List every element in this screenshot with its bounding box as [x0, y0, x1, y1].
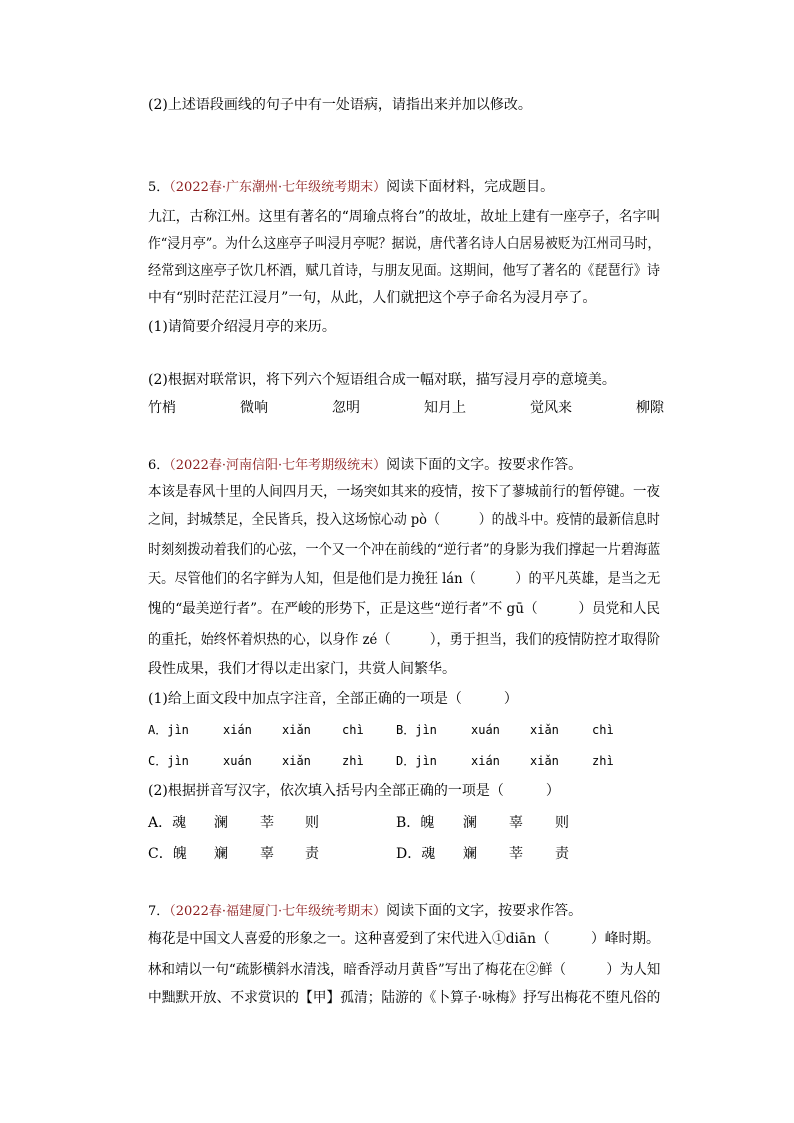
q6-passage-line: 本该是春风十里的人间四月天，一场突如其来的疫情，按下了蓼城前行的暂停键。一夜: [148, 484, 660, 500]
q6-heading: [148, 455, 582, 476]
q5-passage-line: 九江，古称江州。这里有著名的“周瑜点将台”的故址，故址上建有一座亭子，名字叫: [148, 209, 661, 225]
option-a-pinyin: xiǎn: [282, 723, 311, 737]
q5-passage-line: 经常到这座亭子饮几杯酒，赋几首诗，与朋友见面。这期间，他写了著名的《琵琶行》诗: [148, 263, 660, 279]
option-a-hanzi: 莘: [260, 815, 274, 831]
q6-source: （2022春·河南信阳·七年考期级统末）: [169, 458, 387, 473]
option-c-pinyin: xiǎn: [282, 754, 311, 768]
option-c-hanzi: C．魄: [148, 846, 187, 862]
q6-passage-line: 的重托，始终怀着炽热的心，以身作 zé（ ），勇于担当，我们的疫情防控才取得阶: [148, 632, 661, 648]
q6-instruction: 阅读下面的文字。按要求作答。: [386, 457, 583, 473]
option-b-pinyin: chì: [592, 723, 614, 737]
q6-passage-line: 愧的“最美逆行者”。在严峻的形势下，正是这些“逆行者”不 gū（ ）员党和人民: [148, 601, 661, 617]
option-c-hanzi: 责: [305, 846, 319, 862]
option-d-hanzi: 莘: [509, 846, 523, 862]
q5-phrase: 柳隙: [636, 400, 664, 416]
q5-phrase: 忽明: [332, 400, 360, 416]
option-d-pinyin: xiǎn: [530, 754, 559, 768]
q7-passage-line: 林和靖以一句“疏影横斜水清浅，暗香浮动月黄昏”写出了梅花在②鲜（ ）为人知: [148, 962, 661, 978]
q7-passage-line: 梅花是中国文人喜爱的形象之一。这种喜爱到了宋代进入①diān（ ）峰时期。: [148, 931, 660, 947]
option-d-hanzi: 斓: [463, 846, 477, 862]
option-a-hanzi: 则: [305, 815, 319, 831]
q7-passage-line: 中黜默开放、不求赏识的【甲】孤清；陆游的《卜算子·咏梅》抒写出梅花不堕凡俗的: [148, 990, 661, 1006]
q5-instruction: 阅读下面材料，完成题目。: [386, 179, 555, 195]
q5-passage-line: 作“浸月亭”。为什么这座亭子叫浸月亭呢？据说，唐代著名诗人白居易被贬为江州司马时，: [148, 236, 661, 252]
option-b-hanzi: 则: [555, 815, 569, 831]
q7-number: 7．: [148, 904, 170, 919]
option-d-hanzi: 责: [555, 846, 569, 862]
q6-number: 6．: [148, 458, 170, 473]
option-c-pinyin: xuán: [223, 754, 252, 768]
q4-sub2: (2)上述语段画线的句子中有一处语病，请指出来并加以修改。: [148, 97, 532, 113]
option-a-pinyin: A．jìn: [148, 723, 189, 737]
q5-number: 5．: [148, 180, 170, 195]
option-b-pinyin: xiǎn: [530, 723, 559, 737]
option-d-hanzi: D．魂: [396, 846, 436, 862]
q6-passage-line: 段性成果，我们才得以走出家门，共赏人间繁华。: [148, 661, 456, 677]
option-d-pinyin: zhì: [592, 754, 614, 768]
option-c-pinyin: C．jìn: [148, 754, 189, 768]
q7-source: （2022春·福建厦门·七年级统考期末）: [169, 904, 387, 919]
q5-passage-line: 中有“别时茫茫江浸月”一句，从此，人们就把这个亭子命名为浸月亭了。: [148, 290, 597, 306]
q6-passage-line: 天。尽管他们的名字鲜为人知，但是他们是力挽狂 lán（ ）的平凡英雄，是当之无: [148, 571, 661, 587]
q5-phrase: 知月上: [424, 400, 466, 416]
option-b-hanzi: 澜: [463, 815, 477, 831]
option-b-pinyin: B．jìn: [396, 723, 437, 737]
q5-phrase: 觉风来: [530, 400, 572, 416]
q6-passage-line: 时刻刻拨动着我们的心弦，一个又一个冲在前线的“逆行者”的身影为我们撑起一片碧海蓝: [148, 542, 661, 558]
q6-passage-line: 之间，封城禁足，全民皆兵，投入这场惊心动 pò（ ）的战斗中。疫情的最新信息时: [148, 512, 660, 528]
option-a-hanzi: 澜: [214, 815, 228, 831]
q7-heading: [148, 901, 582, 922]
option-c-hanzi: 斓: [214, 846, 228, 862]
q6-sub2: (2)根据拼音写汉字，依次填入括号内全部正确的一项是（ ）: [148, 783, 560, 799]
q5-sub2: (2)根据对联常识，将下列六个短语组合成一幅对联，描写浸月亭的意境美。: [148, 372, 616, 388]
option-b-hanzi: B．魄: [396, 815, 435, 831]
q5-phrase: 微响: [240, 400, 268, 416]
option-c-hanzi: 辜: [260, 846, 274, 862]
option-d-pinyin: xián: [471, 754, 500, 768]
option-d-pinyin: D．jìn: [396, 754, 437, 768]
q5-phrase: 竹梢: [148, 400, 176, 416]
option-b-pinyin: xuán: [471, 723, 500, 737]
q6-sub1: (1)给上面文段中加点字注音，全部正确的一项是（ ）: [148, 691, 518, 707]
option-a-hanzi: A．魂: [148, 815, 187, 831]
q5-source: （2022春·广东潮州·七年级统考期末）: [169, 180, 387, 195]
option-c-pinyin: zhì: [342, 754, 364, 768]
q5-heading: [148, 177, 554, 198]
q5-sub1: (1)请简要介绍浸月亭的来历。: [148, 319, 336, 335]
option-a-pinyin: xián: [223, 723, 252, 737]
q7-instruction: 阅读下面的文字，按要求作答。: [386, 903, 583, 919]
option-b-hanzi: 辜: [509, 815, 523, 831]
option-a-pinyin: chì: [342, 723, 364, 737]
